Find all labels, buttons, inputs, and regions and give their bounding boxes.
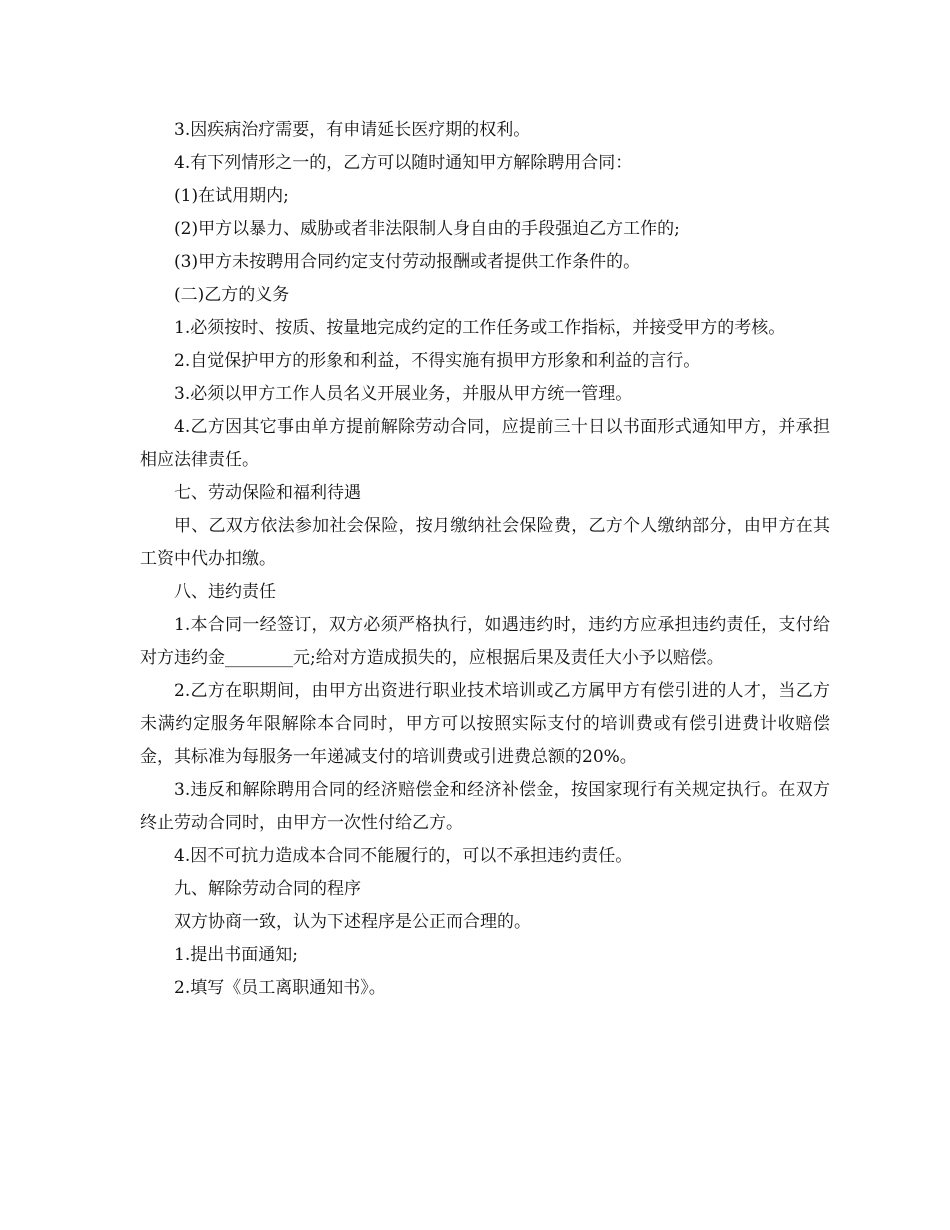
paragraph: (2)甲方以暴力、威胁或者非法限制人身自由的手段强迫乙方工作的; bbox=[174, 219, 680, 239]
paragraph: 2.自觉保护甲方的形象和利益，不得实施有损甲方形象和利益的言行。 bbox=[174, 351, 701, 371]
paragraph: 3.因疾病治疗需要，有申请延长医疗期的权利。 bbox=[174, 120, 531, 140]
paragraph: 3.违反和解除聘用合同的经济赔偿金和经济补偿金，按国家现行有关规定执行。在双方终止劳动合同时，由甲方一次性付给乙方。 bbox=[140, 780, 830, 833]
paragraph: 双方协商一致，认为下述程序是公正而合理的。 bbox=[174, 912, 531, 932]
paragraph: 1.本合同一经签订，双方必须严格执行，如遇违约时，违约方应承担违约责任，支付给对方违约金________元;给对方造成损失的，应根据后果及责任大小予以赔偿。 bbox=[140, 615, 830, 668]
section-heading: 八、违约责任 bbox=[174, 582, 276, 602]
paragraph: 1.提出书面通知; bbox=[174, 945, 298, 965]
section-heading: 七、劳动保险和福利待遇 bbox=[174, 483, 361, 503]
paragraph: 4.乙方因其它事由单方提前解除劳动合同，应提前三十日以书面形式通知甲方，并承担相应法律责任。 bbox=[140, 417, 830, 470]
paragraph: 4.有下列情形之一的，乙方可以随时通知甲方解除聘用合同： bbox=[174, 153, 633, 173]
paragraph: 4.因不可抗力造成本合同不能履行的，可以不承担违约责任。 bbox=[174, 846, 633, 866]
document-body bbox=[140, 114, 830, 1005]
paragraph: 1.必须按时、按质、按量地完成约定的工作任务或工作指标，并接受甲方的考核。 bbox=[174, 318, 786, 338]
paragraph: 3.必须以甲方工作人员名义开展业务，并服从甲方统一管理。 bbox=[174, 384, 633, 404]
paragraph: (3)甲方未按聘用合同约定支付劳动报酬或者提供工作条件的。 bbox=[174, 252, 641, 272]
paragraph: 2.填写《员工离职通知书》。 bbox=[174, 978, 386, 998]
paragraph: 2.乙方在职期间，由甲方出资进行职业技术培训或乙方属甲方有偿引进的人才，当乙方未满约定服务年限解除本合同时，甲方可以按照实际支付的培训费或有偿引进费计收赔偿金，其标准为每服务一年递减支付的培训费或引进费总额的20%。 bbox=[140, 681, 830, 767]
paragraph: (1)在试用期内; bbox=[174, 186, 289, 206]
section-heading: (二)乙方的义务 bbox=[174, 285, 290, 305]
paragraph: 甲、乙双方依法参加社会保险，按月缴纳社会保险费，乙方个人缴纳部分，由甲方在其工资中代办扣缴。 bbox=[140, 516, 830, 569]
section-heading: 九、解除劳动合同的程序 bbox=[174, 879, 361, 899]
